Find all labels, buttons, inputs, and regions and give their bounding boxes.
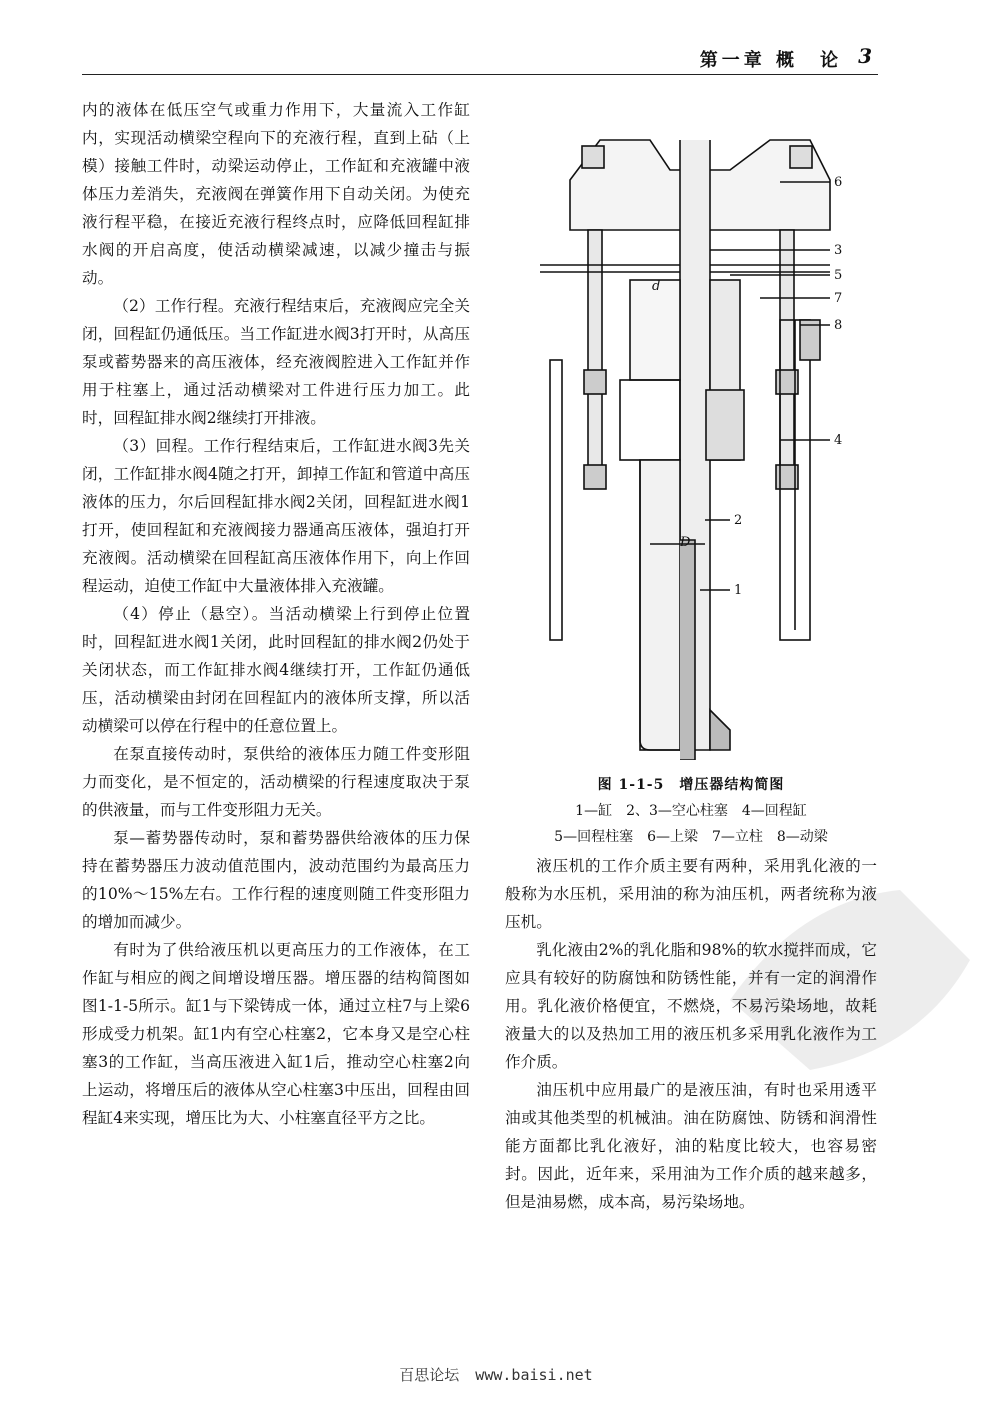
page-number: 3 <box>858 44 872 68</box>
paragraph: 泵—蓄势器传动时，泵和蓄势器供给液体的压力保持在蓄势器压力波动值范围内，波动范围约为最高压力的10%～15%左右。工作行程的速度则随工件变形阻力的增加而减少。 <box>82 829 470 931</box>
paragraph: 内的液体在低压空气或重力作用下，大量流入工作缸内，实现活动横梁空程向下的充液行程，直到上砧（上模）接触工件时，动梁运动停止，工作缸和充液罐中液体压力差消失，充液阀在弹簧作用下自动关闭。为使充液行程平稳，在接近充液行程终点时，应降低回程缸排水阀的开启高度，使活动横梁减速，以减少撞击与振动。 <box>82 101 470 287</box>
page-footer <box>0 1364 992 1385</box>
callout-1: 1 <box>734 583 743 598</box>
paragraph: （4）停止（悬空）。当活动横梁上行到停止位置时，回程缸进水阀1关闭，此时回程缸的排水阀2仍处于关闭状态，而工作缸排水阀4继续打开，工作缸仍通低压，活动横梁由封闭在回程缸内的液体所支撑，所以活动横梁可以停在行程中的任意位置上。 <box>82 605 470 735</box>
callout-4: 4 <box>834 433 843 448</box>
callout-D: D <box>680 535 691 550</box>
callout-d: d <box>652 279 661 294</box>
callout-2: 2 <box>734 513 743 528</box>
caption-title: 图 1-1-5 增压器结构简图 <box>597 777 785 793</box>
caption-legend-line: 5—回程柱塞 6—上梁 7—立柱 8—动梁 <box>554 829 828 845</box>
callout-7: 7 <box>834 291 843 306</box>
figure-caption <box>505 772 877 850</box>
site-url: www.baisi.net <box>475 1366 593 1384</box>
header-rule <box>82 74 878 75</box>
caption-legend-line: 1—缸 2、3—空心柱塞 4—回程缸 <box>575 803 807 819</box>
callout-8: 8 <box>834 318 843 333</box>
paragraph: 液压机的工作介质主要有两种，采用乳化液的一般称为水压机，采用油的称为油压机，两者统称为液压机。 <box>505 857 877 931</box>
paragraph: 在泵直接传动时，泵供给的液体压力随工件变形阻力而变化，是不恒定的，活动横梁的行程速度取决于泵的供液量，而与工件变形阻力无关。 <box>82 745 470 819</box>
paragraph: 油压机中应用最广的是液压油，有时也采用透平油或其他类型的机械油。油在防腐蚀、防锈和润滑性能方面都比乳化液好，油的粘度比较大，也容易密封。因此，近年来，采用油为工作介质的越来越多，但是油易燃，成本高，易污染场地。 <box>505 1081 877 1211</box>
chapter-title: 第一章 概 论 <box>699 50 842 71</box>
paragraph: （3）回程。工作行程结束后，工作缸进水阀3先关闭，工作缸排水阀4随之打开，卸掉工作缸和管道中高压液体的压力，尔后回程缸排水阀2关闭，回程缸进水阀1打开，使回程缸和充液阀接力器通高压液体，强迫打开充液阀。活动横梁在回程缸高压液体作用下，向上作回程运动，迫使工作缸中大量液体排入充液罐。 <box>82 437 470 595</box>
right-column <box>505 852 877 1216</box>
callout-3: 3 <box>834 243 843 258</box>
callout-5: 5 <box>834 268 843 283</box>
intensifier-diagram <box>530 120 860 760</box>
paragraph: （2）工作行程。充液行程结束后，充液阀应完全关闭，回程缸仍通低压。当工作缸进水阀3打开时，从高压泵或蓄势器来的高压液体，经充液阀腔进入工作缸并作用于柱塞上，通过活动横梁对工件进行压力加工。此时，回程缸排水阀2继续打开排液。 <box>82 297 470 427</box>
site-name: 百思论坛 <box>399 1366 460 1384</box>
left-column <box>82 96 470 1132</box>
callout-6: 6 <box>834 175 843 190</box>
paragraph: 有时为了供给液压机以更高压力的工作液体，在工作缸与相应的阀之间增设增压器。增压器的结构简图如图1-1-5所示。缸1与下梁铸成一体，通过立柱7与上梁6形成受力机架。缸1内有空心柱塞2，它本身又是空心柱塞3的工作缸，当高压液进入缸1后，推动空心柱塞2向上运动，将增压后的液体从空心柱塞3中压出，回程由回程缸4来实现，增压比为大、小柱塞直径平方之比。 <box>82 941 470 1127</box>
paragraph: 乳化液由2%的乳化脂和98%的软水搅拌而成，它应具有较好的防腐蚀和防锈性能，并有一定的润滑作用。乳化液价格便宜，不燃烧，不易污染场地，故耗液量大的以及热加工用的液压机多采用乳化液作为工作介质。 <box>505 941 877 1071</box>
